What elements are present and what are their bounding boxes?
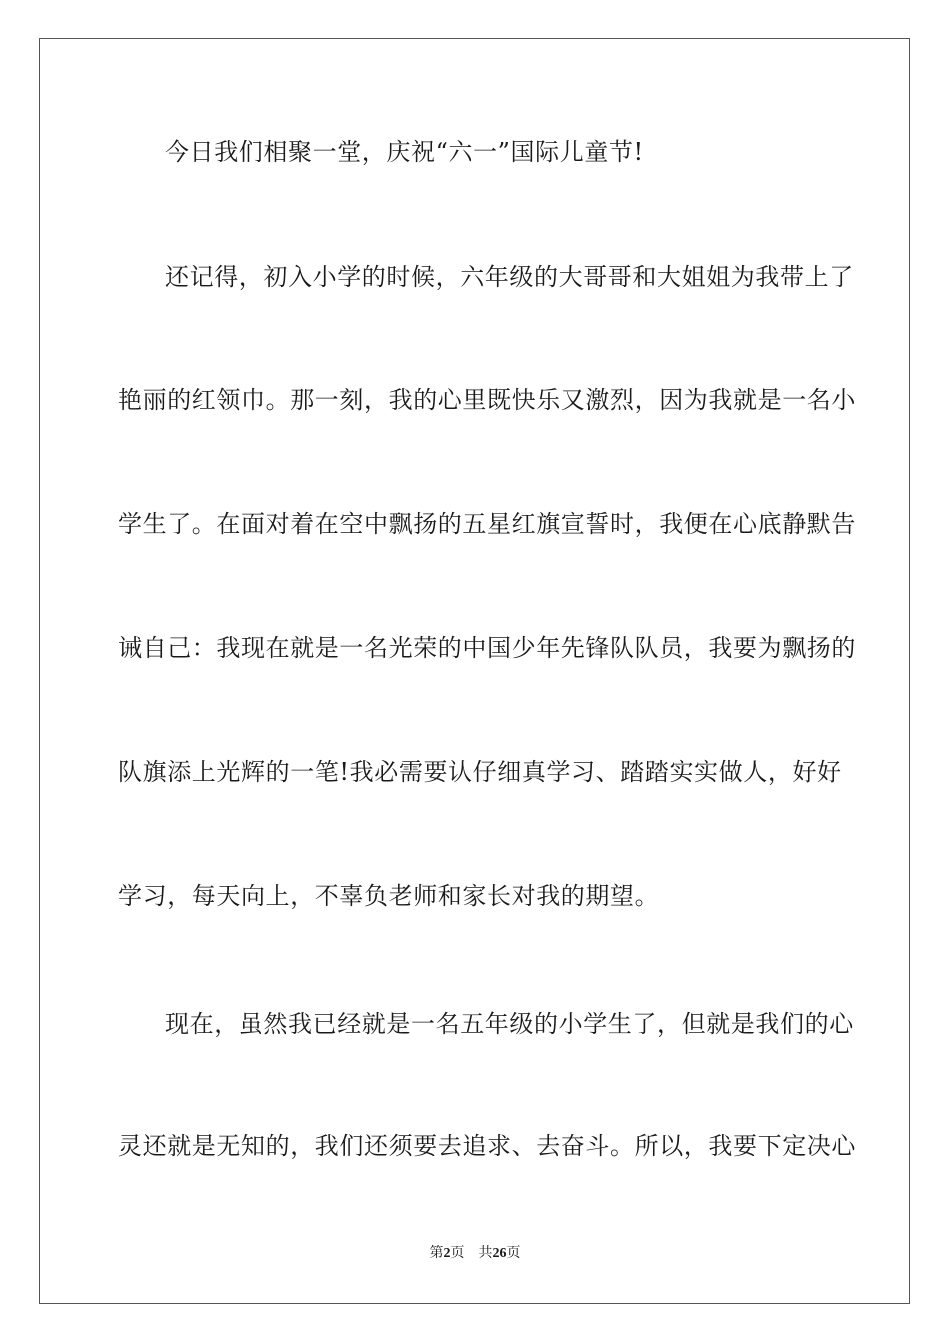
paragraph-line: 诫自己：我现在就是一名光荣的中国少年先锋队队员，我要为飘扬的 bbox=[118, 634, 856, 662]
page-prefix: 第 bbox=[429, 1245, 444, 1261]
paragraph-line: 艳丽的红领巾。那一刻，我的心里既快乐又激烈，因为我就是一名小 bbox=[118, 386, 856, 414]
paragraph-line: 还记得，初入小学的时候，六年级的大哥哥和大姐姐为我带上了 bbox=[165, 263, 854, 291]
page-number: 2 bbox=[443, 1246, 451, 1261]
total-prefix: 共 bbox=[478, 1245, 493, 1261]
paragraph-line: 今日我们相聚一堂，庆祝“六一”国际儿童节! bbox=[165, 138, 644, 166]
page-footer bbox=[0, 1244, 950, 1263]
paragraph-line: 学生了。在面对着在空中飘扬的五星红旗宣誓时，我便在心底静默告 bbox=[118, 510, 856, 538]
total-suffix: 页 bbox=[506, 1245, 521, 1261]
total-pages: 26 bbox=[492, 1246, 507, 1261]
paragraph-line: 现在，虽然我已经就是一名五年级的小学生了，但就是我们的心 bbox=[165, 1010, 854, 1038]
page-suffix: 页 bbox=[450, 1245, 465, 1261]
page-border bbox=[39, 38, 910, 1304]
paragraph-line: 灵还就是无知的，我们还须要去追求、去奋斗。所以，我要下定决心 bbox=[118, 1132, 856, 1160]
paragraph-line: 队旗添上光辉的一笔!我必需要认仔细真学习、踏踏实实做人，好好 bbox=[118, 758, 842, 786]
paragraph-line: 学习，每天向上，不辜负老师和家长对我的期望。 bbox=[118, 882, 660, 910]
